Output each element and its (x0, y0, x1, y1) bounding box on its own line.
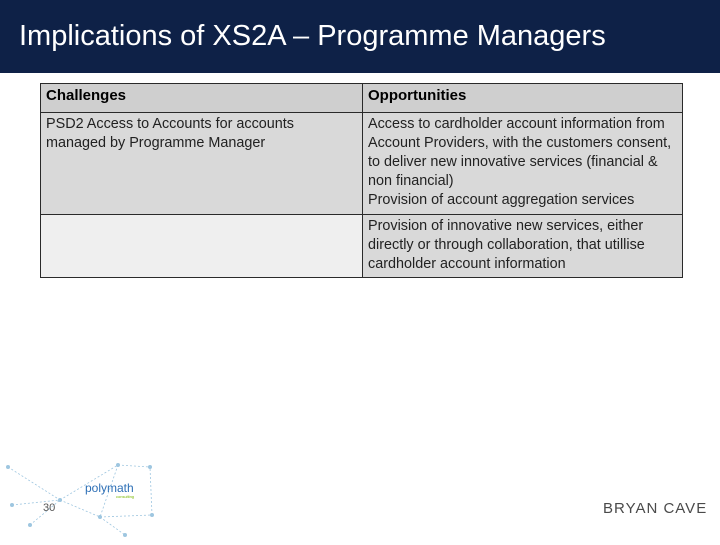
challenges-opportunities-table (40, 83, 683, 278)
polymath-network-icon (0, 455, 165, 540)
polymath-subtitle: consulting (116, 494, 135, 499)
opportunity-line: Access to cardholder account information from Account Providers, with the customers consent, to deliver new innovative services (financial & non financial) (368, 116, 672, 189)
opportunity-cell (363, 113, 683, 215)
opportunity-line: Provision of account aggregation services (368, 192, 635, 208)
opportunity-line: Provision of innovative new services, either directly or through collaboration, that utillise cardholder account information (368, 218, 645, 272)
header-challenges: Challenges (41, 84, 363, 113)
bryan-cave-wordmark-icon (600, 492, 708, 522)
table-row (41, 113, 683, 215)
opportunity-cell (363, 215, 683, 278)
table-header-row (41, 84, 683, 113)
challenge-cell (41, 215, 363, 278)
page-number: 30 (43, 502, 56, 514)
header-opportunities: Opportunities (363, 84, 683, 113)
table-row (41, 215, 683, 278)
challenge-cell: PSD2 Access to Accounts for accounts managed by Programme Manager (41, 113, 363, 215)
polymath-wordmark: polymath (85, 481, 134, 495)
title-bar (0, 0, 720, 73)
bryan-cave-logo (600, 492, 708, 527)
polymath-network-logo (0, 455, 165, 545)
slide-title: Implications of XS2A – Programme Managers (19, 20, 606, 52)
bryan-cave-wordmark: BRYAN CAVE (603, 500, 708, 517)
